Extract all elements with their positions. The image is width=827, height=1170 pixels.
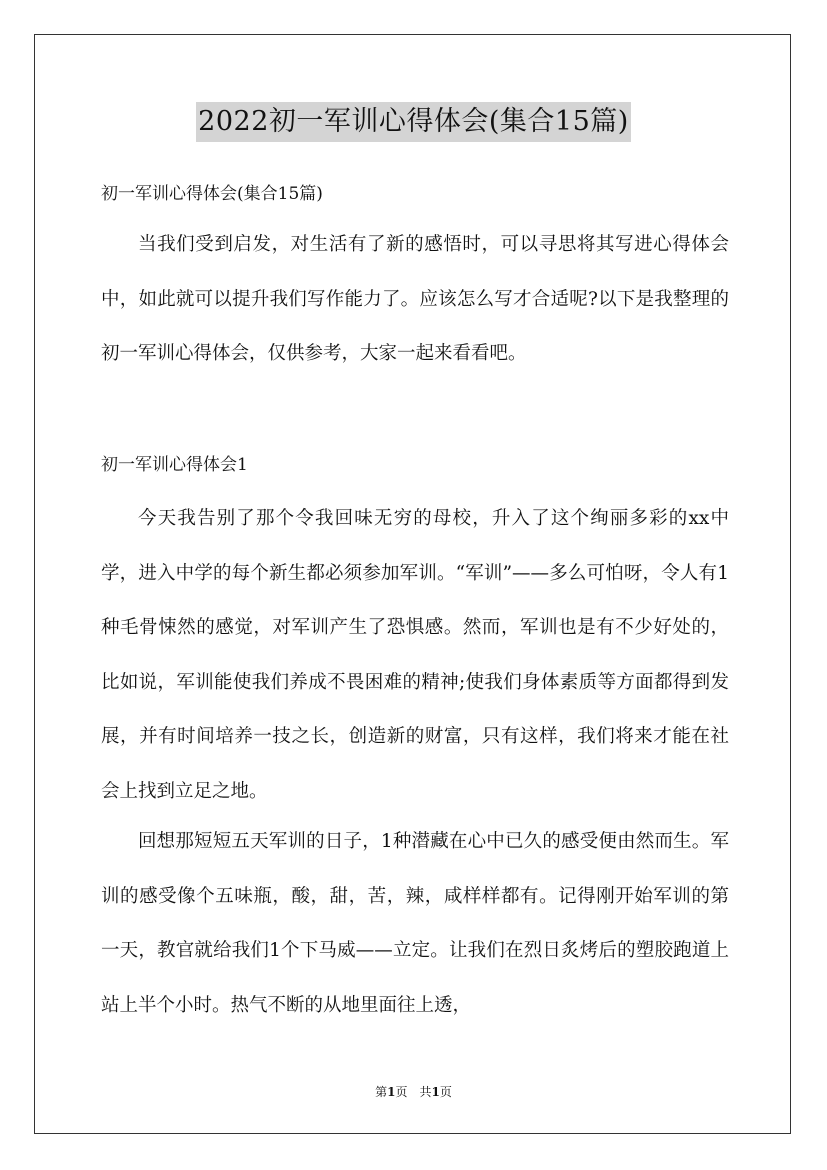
footer-page-total: 1 bbox=[431, 1085, 440, 1099]
footer-page-current: 1 bbox=[387, 1085, 396, 1099]
footer-suffix: 页 bbox=[439, 1085, 452, 1099]
intro-paragraph: 当我们受到启发，对生活有了新的感悟时，可以寻思将其写进心得体会中，如此就可以提升我们写作能力了。应该怎么写才合适呢?以下是我整理的初一军训心得体会，仅供参考，大家一起来看看吧。 bbox=[101, 234, 729, 364]
body-paragraph-1: 今天我告别了那个令我回味无穷的母校，升入了这个绚丽多彩的xx中学，进入中学的每个新生都必须参加军训。“军训”——多么可怕呀，令人有1种毛骨悚然的感觉，对军训产生了恐惧感。然而，军训也是有不少好处的，比如说，军训能使我们养成不畏困难的精神;使我们身体素质等方面都得到发展，并有时间培养一技之长，创造新的财富，只有这样，我们将来才能在社会上找到立足之地。 bbox=[101, 508, 729, 802]
title-container bbox=[0, 102, 827, 142]
document-subtitle: 初一军训心得体会(集合15篇) bbox=[101, 184, 323, 204]
section-heading: 初一军训心得体会1 bbox=[101, 455, 248, 475]
footer-mid: 页 共 bbox=[395, 1085, 432, 1099]
footer-prefix: 第 bbox=[375, 1085, 388, 1099]
document-title: 2022初一军训心得体会(集合15篇) bbox=[196, 102, 631, 142]
page-footer bbox=[0, 1084, 827, 1100]
body-paragraph-2: 回想那短短五天军训的日子，1种潜藏在心中已久的感受便由然而生。军训的感受像个五味瓶，酸，甜，苦，辣，咸样样都有。记得刚开始军训的第一天，教官就给我们1个下马威——立定。让我们在烈日炙烤后的塑胶跑道上站上半个小时。热气不断的从地里面往上透， bbox=[101, 831, 729, 1016]
